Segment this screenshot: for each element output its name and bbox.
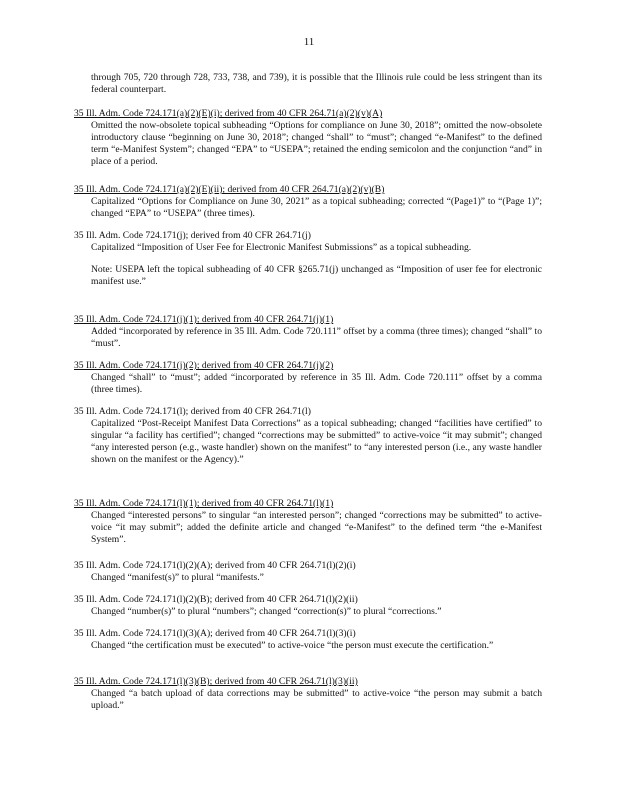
page-number: 11 [303,36,315,48]
entry-text: Capitalized “Post-Receipt Manifest Data Corrections” as a topical subheading; changed “facilities have certified” to singular “a facility has certified”; changed “corrections may be submitted” to active-voice “it may submit”; changed “any interested person (e.g., waste handler) shown on the manifest” to “any interested person (i.e., any waste handler shown on the manifest or the Agency).” [91,418,542,465]
entry-724-171-j-1 [74,314,542,350]
entry-724-171-j-2 [74,360,542,396]
entry-text: Changed “a batch upload of data corrections may be submitted” to active-voice “the person may submit a batch upload.” [91,688,542,711]
entry-724-171-l [74,406,542,466]
entry-heading: 35 Ill. Adm. Code 724.171(a)(2)(E)(ii); derived from 40 CFR 264.71(a)(2)(v)(B) [74,184,385,195]
note-text: Note: USEPA left the topical subheading of 40 CFR §265.71(j) unchanged as “Imposition of user fee for electronic manifest use.” [91,264,542,287]
entry-724-171-l-2-B [74,594,542,618]
entry-heading: 35 Ill. Adm. Code 724.171(j)(1); derived from 40 CFR 264.71(j)(1) [74,314,334,325]
entry-724-171-l-1 [74,498,542,546]
entry-724-171-a-2-E-ii [74,184,542,220]
entry-heading: 35 Ill. Adm. Code 724.171(l); derived from 40 CFR 264.71(l) [74,406,311,417]
entry-heading: 35 Ill. Adm. Code 724.171(j)(2); derived from 40 CFR 264.71(j)(2) [74,360,334,371]
entry-heading: 35 Ill. Adm. Code 724.171(a)(2)(E)(i); derived from 40 CFR 264.71(a)(2)(v)(A) [74,108,383,119]
entry-text: Omitted the now-obsolete topical subheading “Options for compliance on June 30, 2018”; omitted the now-obsolete introductory clause “beginning on June 30, 2018”; changed “shall” to “must”; changed “e-Manifest” to the defined term “e-Manifest System”; changed “EPA” to “USEPA”; retained the ending semicolon and the conjunction “and” in place of a period. [91,120,542,167]
entry-724-171-l-3-A [74,628,542,652]
entry-text: Changed “shall” to “must”; added “incorporated by reference in 35 Ill. Adm. Code 720.111” offset by a comma (three times). [91,372,542,395]
entry-heading: 35 Ill. Adm. Code 724.171(l)(3)(B); derived from 40 CFR 264.71(l)(3)(ii) [74,676,358,687]
entry-heading: 35 Ill. Adm. Code 724.171(j); derived from 40 CFR 264.71(j) [74,230,311,241]
entry-724-171-l-3-B [74,676,542,712]
entry-text: Capitalized “Imposition of User Fee for Electronic Manifest Submissions” as a topical subheading. [91,242,472,253]
entry-text: Capitalized “Options for Compliance on June 30, 2021” as a topical subheading; corrected “(Page1)” to “(Page 1)”; changed “EPA” to “USEPA” (three times). [91,196,542,219]
entry-text: Added “incorporated by reference in 35 Ill. Adm. Code 720.111” offset by a comma (three times); changed “shall” to “must”. [91,326,542,349]
entry-text: Changed “interested persons” to singular “an interested person”; changed “corrections may be submitted” to active-voice “it may submit”; added the definite article and changed “e-Manifest” to the defined term “the e-Manifest System”. [91,510,542,545]
entry-heading: 35 Ill. Adm. Code 724.171(l)(1); derived from 40 CFR 264.71(l)(1) [74,498,334,509]
entry-724-171-l-2-A [74,560,542,584]
entry-724-171-a-2-E-i [74,108,542,168]
entry-heading: 35 Ill. Adm. Code 724.171(l)(3)(A); derived from 40 CFR 264.71(l)(3)(i) [74,628,356,639]
entry-724-171-j [74,230,542,288]
entry-text: Changed “the certification must be executed” to active-voice “the person must execute the certification.” [91,640,494,651]
entry-heading: 35 Ill. Adm. Code 724.171(l)(2)(A); derived from 40 CFR 264.71(l)(2)(i) [74,560,356,571]
entry-heading: 35 Ill. Adm. Code 724.171(l)(2)(B); derived from 40 CFR 264.71(l)(2)(ii) [74,594,358,605]
intro-paragraph [74,72,542,96]
entry-text: Changed “number(s)” to plural “numbers”; changed “correction(s)” to plural “corrections.” [91,606,442,617]
intro-text: through 705, 720 through 728, 733, 738, and 739), it is possible that the Illinois rule could be less stringent than its federal counterpart. [91,72,542,95]
entry-text: Changed “manifest(s)” to plural “manifests.” [91,572,264,583]
